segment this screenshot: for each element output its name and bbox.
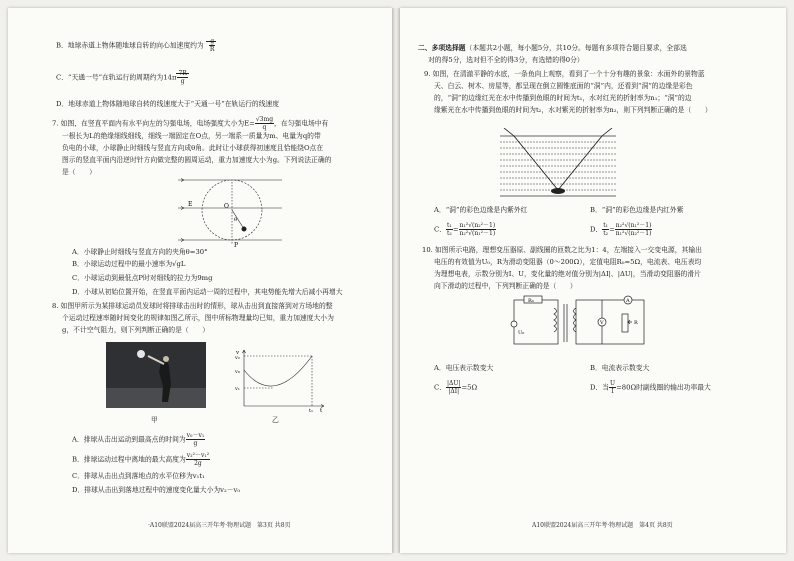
q8-line-3: g，不计空气阻力，则下列判断正确的是（ ）: [62, 326, 210, 334]
q8-line-1: 8. 如图甲所示为某排球运动员发球时将排球击出时的情形，球从击出到直接落到对方场地的整: [52, 302, 333, 310]
q8-line-2: 个运动过程速率随时间变化的规律如图乙所示，图中所标物理量均已知，重力加速度大小为: [62, 314, 334, 322]
q10-line-3: 为理想电表，示数分别为I、U，变化量的绝对值分别为|ΔI|、|ΔU|，当滑动变阻器的滑片: [434, 270, 701, 278]
q6-option-b: B．地球赤道上物体随地球自转的向心加速度约为 $\frac{g}{R}$: [56, 38, 215, 53]
q7-option-b: B．小球运动过程中的最小速率为√gL: [72, 260, 186, 268]
q8-axis-v: v: [236, 350, 240, 356]
q9-line-1: 9. 如图，在清澈平静的水底，一条鱼向上观察，看到了一个十分有趣的景象：水面外的景物蓝: [424, 70, 705, 78]
q8-label-v1: v₁: [235, 386, 240, 392]
q10-label-r0: R₀: [528, 298, 534, 304]
q9-fish-figure: [500, 128, 616, 198]
q6-option-c: C．“天通一号”在轨运行的周期约为14π $\frac{7R}{g}$: [56, 70, 187, 85]
section-2-header: 二、多项选择题（本题共2小题，每小题5分，共10分。每题有多项符合题目要求，全部选: [418, 44, 687, 52]
q10-circuit: [510, 294, 650, 352]
right-page: [400, 8, 786, 553]
q8-option-b: B．排球运动过程中离地的最大高度为 $\frac{\text{v₂²－v₁²}}{2g}$: [72, 452, 210, 467]
q8-option-c: C．排球从击出点到落地点的水平位移为v₁t₁: [72, 472, 205, 480]
q10-line-4: 向下滑动的过程中，下列判断正确的是（ ）: [434, 282, 577, 290]
q10-line-2: 电压的有效值为U₀，R为滑动变阻器（0～200Ω），定值电阻R₀=5Ω，电流表、电压表均: [434, 258, 702, 266]
q10-label-r: R: [634, 320, 638, 326]
volleyball-player-photo: [106, 342, 206, 408]
q9-line-2: 天、白云、树木、房屋等，都呈现在倒立圆锥底面的“洞”内，还看到“洞”的边缘是彩色: [434, 82, 693, 90]
q7-figure: [176, 174, 284, 248]
q8-label-v0: v₀: [235, 369, 240, 375]
q9-line-4: 缘紫光在水中传播到鱼眼的时间为t₂，水对紫光的折射率为n₂，则下列判断正确的是（ ）: [434, 106, 712, 114]
q9-option-c: C． $\frac{\text{t₁}}{\text{t₂}}$ = $\frac{\text{n₁²√(n₂²－1)}}{\text{n₂²√(n₁²－1)}}$: [434, 222, 496, 237]
q10-voltmeter-label: V: [600, 320, 604, 326]
q8-label-yi: 乙: [272, 416, 279, 424]
q7-line-4: 图示的竖直平面内沿逆时针方向做完整的圆周运动，重力加速度大小为g。下列说法正确的: [62, 156, 332, 164]
q8-option-d: D．排球从击出到落地过程中的速度变化量大小为v₂－v₀: [72, 486, 241, 494]
q10-option-a: A．电压表示数变大: [434, 364, 494, 372]
q8-option-a: A．排球从击出运动到最高点的时间为 $\frac{\text{v₀－v₁}}{g}$: [72, 432, 205, 447]
q9-option-a: A．“洞”的彩色边缘是内紫外红: [434, 206, 528, 214]
q10-label-u0: U₀: [518, 330, 525, 336]
q10-option-d: D．当 $\frac{U}{I}$ =80Ω时副线圈的输出功率最大: [590, 380, 711, 395]
q7-line-2: 一根长为L的绝缘细线细线，细线一端固定在O点，另一端系一质量为m、电量为q的带: [62, 132, 321, 140]
q10-option-b: B．电流表示数变大: [590, 364, 650, 372]
q8-axis-t: t: [320, 408, 323, 412]
page-fold: [392, 8, 400, 553]
q7-label-o: O: [224, 203, 229, 210]
q7-line-1: 7. 如图，在竖直平面内有水平向左的匀强电场，电场强度大小为E= $\frac{√3mg}{q}$ ，在匀强电场中有: [52, 116, 329, 131]
right-footer: A10联盟2024届高三开年考·物理试题 第4页 共8页: [532, 522, 673, 529]
q6-option-d: D．地球赤道上物体随地球自转的线速度大于“天通一号”在轨运行的线速度: [56, 100, 280, 108]
q10-line-1: 10. 如图所示电路，理想变压器原、副线圈的匝数之比为1：4，左端接入一交变电源，其输出: [422, 246, 702, 254]
q8-label-jia: 甲: [151, 416, 158, 424]
q7-option-a: A．小球静止时细线与竖直方向的夹角θ=30°: [72, 248, 208, 256]
q7-option-c: C．小球运动到最低点P时对细线的拉力为9mg: [72, 274, 213, 282]
q7-line-3: 负电的小球，小球静止时细线与竖直方向成θ角。此时让小球获得初速度且恰能绕O点在: [62, 144, 324, 152]
q9-option-d: D． $\frac{\text{t₁}}{\text{t₂}}$ = $\frac{\text{n₂²√(n₁²－1)}}{\text{n₁²√(n₂²－1)}}$: [590, 222, 652, 237]
q7-label-e: E: [188, 201, 193, 208]
q8-label-v2: v₂: [235, 355, 240, 361]
q8-velocity-graph: [234, 346, 328, 412]
q7-option-d: D．小球从初始位置开始，在竖直平面内运动一周的过程中，其电势能先增大后减小再增大: [72, 288, 343, 296]
section-2-desc: 对的得5分，选对但不全的得3分，有选错的得0分）: [428, 56, 584, 64]
q7-label-theta: θ: [234, 217, 238, 223]
q9-option-b: B．“洞”的彩色边缘是内红外紫: [590, 206, 684, 214]
q7-label-p: P: [234, 242, 239, 248]
q9-line-3: 的，“洞”的边缘红光在水中传播到鱼眼的时间为t₁，水对红光的折射率为n₁；“洞”的边: [434, 94, 692, 102]
q7-line-5: 是（ ）: [62, 168, 96, 176]
left-footer: ·A10联盟2024届高三开年考·物理试题 第3页 共8页: [148, 522, 291, 529]
q8-label-t1: t₁: [309, 408, 314, 412]
q10-option-c: C． $\frac{|\Delta U|}{|\Delta I|}$ =5Ω: [434, 380, 478, 395]
left-page: [8, 8, 392, 553]
q10-ammeter-label: A: [626, 298, 630, 304]
